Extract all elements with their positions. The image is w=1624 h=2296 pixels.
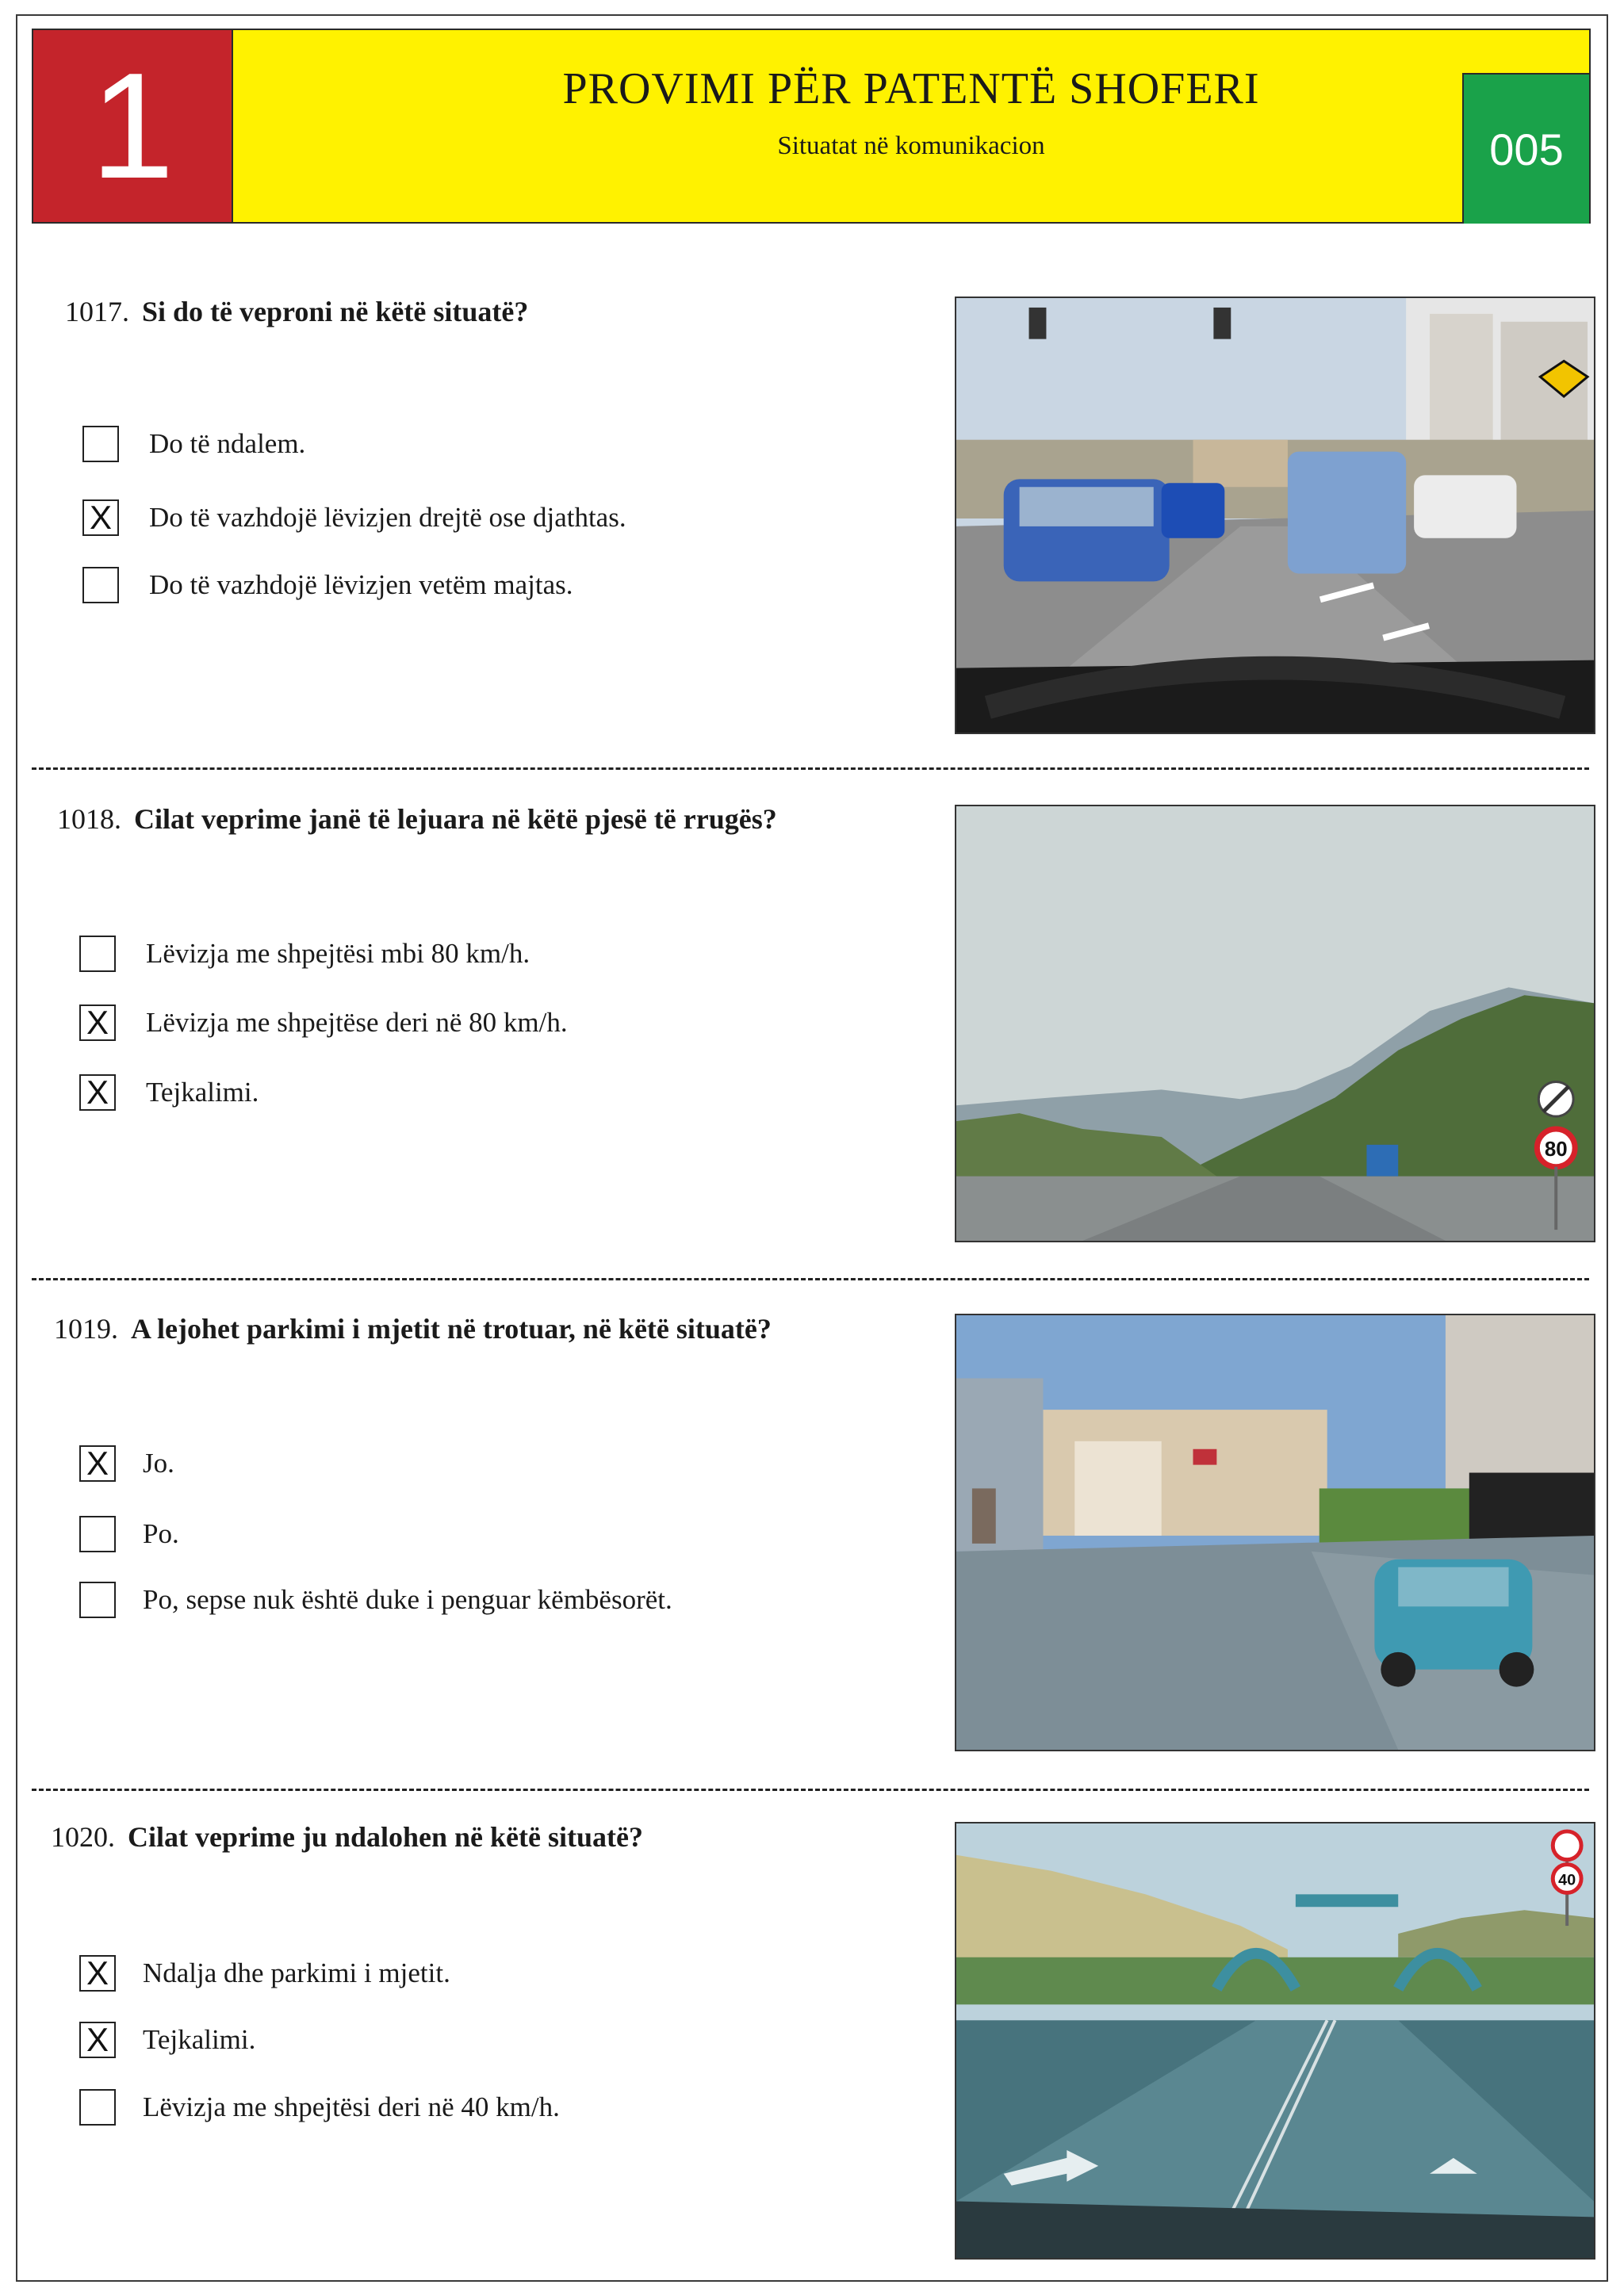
answer-label: Po. [143, 1518, 179, 1549]
answer-checkbox[interactable] [79, 1582, 116, 1618]
header-center [233, 30, 1589, 222]
answer-checkbox[interactable] [82, 426, 119, 462]
section-divider [32, 767, 1589, 770]
answer-option[interactable] [79, 936, 530, 972]
answer-checkbox[interactable]: X [79, 1074, 116, 1111]
question-title [54, 1312, 772, 1345]
answer-label: Ndalja dhe parkimi i mjetit. [143, 1957, 450, 1988]
question-title [57, 802, 777, 836]
answer-checkbox[interactable] [79, 936, 116, 972]
answer-option[interactable] [79, 2089, 560, 2126]
section-number: 1 [33, 30, 233, 222]
question-number: 1018. [57, 803, 121, 835]
answer-checkbox[interactable]: X [82, 499, 119, 536]
question-title [65, 295, 528, 328]
answer-checkbox[interactable] [79, 2089, 116, 2126]
question-number: 1017. [65, 296, 129, 327]
answer-label: Tejkalimi. [143, 2024, 256, 2055]
section-divider [32, 1278, 1589, 1280]
answer-option[interactable] [79, 1074, 259, 1111]
page-code: 005 [1462, 73, 1589, 224]
question-title [51, 1820, 643, 1854]
speed-sign-label: 40 [1558, 1871, 1576, 1889]
answer-label: Tejkalimi. [146, 1077, 259, 1108]
page-header [32, 29, 1591, 224]
page-title: PROVIMI PËR PATENTË SHOFERI [562, 64, 1260, 113]
answer-option[interactable] [79, 1445, 174, 1482]
question-photo-bridge [955, 1822, 1595, 2260]
answer-label: Lëvizja me shpejtësi mbi 80 km/h. [146, 938, 530, 969]
answer-option[interactable] [79, 1955, 450, 1992]
answer-checkbox[interactable]: X [79, 1445, 116, 1482]
answer-option[interactable] [82, 567, 573, 603]
answer-label: Do të ndalem. [149, 428, 306, 459]
question-text: A lejohet parkimi i mjetit në trotuar, në këtë situatë? [131, 1313, 772, 1345]
question-text: Cilat veprime ju ndalohen në këtë situatë? [128, 1821, 643, 1853]
section-divider [32, 1789, 1589, 1791]
answer-label: Lëvizja me shpejtëse deri në 80 km/h. [146, 1007, 568, 1038]
answer-checkbox[interactable] [79, 1516, 116, 1552]
answer-label: Jo. [143, 1448, 174, 1479]
answer-label: Do të vazhdojë lëvizjen drejtë ose djathtas. [149, 502, 626, 533]
page-subtitle: Situatat në komunikacion [777, 132, 1045, 160]
answer-option[interactable] [82, 499, 626, 536]
answer-option[interactable] [79, 1516, 179, 1552]
answer-option[interactable] [79, 1582, 672, 1618]
answer-option[interactable] [79, 1004, 568, 1041]
answer-checkbox[interactable] [82, 567, 119, 603]
answer-checkbox[interactable]: X [79, 2022, 116, 2058]
question-number: 1019. [54, 1313, 118, 1345]
question-text: Si do të veproni në këtë situatë? [142, 296, 529, 327]
question-photo-intersection [955, 297, 1595, 734]
answer-checkbox[interactable]: X [79, 1955, 116, 1992]
answer-checkbox[interactable]: X [79, 1004, 116, 1041]
answer-label: Po, sepse nuk është duke i penguar këmbësorët. [143, 1584, 672, 1615]
question-photo-highway [955, 805, 1595, 1242]
answer-label: Lëvizja me shpejtësi deri në 40 km/h. [143, 2091, 560, 2122]
answer-label: Do të vazhdojë lëvizjen vetëm majtas. [149, 569, 573, 600]
answer-option[interactable] [79, 2022, 255, 2058]
answer-option[interactable] [82, 426, 305, 462]
speed-sign-label: 80 [1544, 1138, 1568, 1161]
question-text: Cilat veprime janë të lejuara në këtë pjesë të rrugës? [134, 803, 777, 835]
question-number: 1020. [51, 1821, 115, 1853]
question-photo-sidewalk-parking [955, 1314, 1595, 1751]
